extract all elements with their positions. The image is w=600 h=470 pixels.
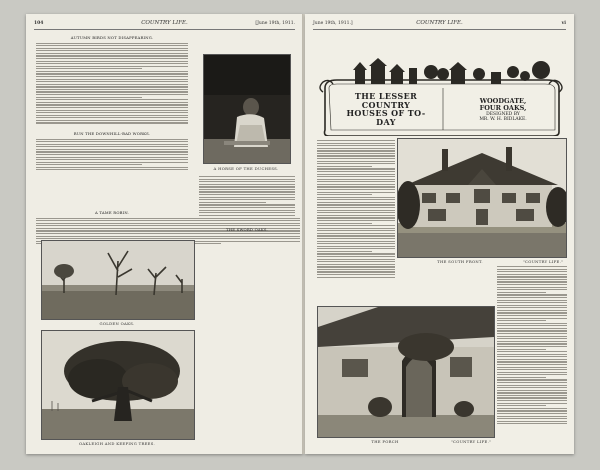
text-line <box>199 179 295 180</box>
right-page-header <box>313 20 566 30</box>
text-line <box>199 194 295 195</box>
text-line <box>497 330 567 331</box>
text-line <box>317 210 395 211</box>
text-line <box>497 359 567 360</box>
text-line <box>199 212 295 213</box>
text-line <box>199 176 295 177</box>
photo-landscape <box>41 240 195 320</box>
text-line <box>317 158 395 159</box>
text-line <box>497 320 546 321</box>
text-line <box>36 157 188 158</box>
text-line <box>317 199 395 200</box>
text-line <box>36 120 188 121</box>
text-line <box>497 341 567 342</box>
text-line <box>497 403 567 404</box>
text-line <box>36 50 188 51</box>
text-line <box>497 287 567 288</box>
text-line <box>497 390 567 391</box>
text-line <box>317 197 395 198</box>
text-line <box>317 143 395 144</box>
text-line <box>317 241 395 242</box>
text-line <box>497 269 567 270</box>
text-line <box>317 223 372 224</box>
designed-by-label: DESIGNED BY <box>486 112 520 117</box>
text-line <box>36 73 188 74</box>
section-heading: AUTUMN BIRDS NOT DISAPPEARING. <box>70 36 154 40</box>
text-line <box>497 318 567 319</box>
left-text-column-2 <box>36 130 188 170</box>
text-line <box>36 79 188 80</box>
text-line <box>199 181 295 182</box>
text-line <box>317 194 372 195</box>
text-line <box>497 367 567 368</box>
text-line <box>36 162 188 163</box>
text-line <box>497 421 567 422</box>
text-line <box>36 146 188 147</box>
text-line <box>199 184 295 185</box>
text-line <box>36 43 188 44</box>
left-right-text-column <box>199 176 295 444</box>
text-line <box>317 259 395 260</box>
text-line <box>317 253 395 254</box>
running-title: COUNTRY LIFE. <box>416 20 463 26</box>
issue-date: [June 19th, 1911. <box>255 21 295 26</box>
text-line <box>497 333 567 334</box>
text-line <box>36 159 188 160</box>
text-line <box>497 325 567 326</box>
text-line <box>317 220 395 221</box>
text-line <box>317 174 395 175</box>
photo-horse <box>203 54 291 164</box>
text-line <box>497 328 567 329</box>
text-line <box>497 408 567 409</box>
text-line <box>497 279 567 280</box>
text-line <box>497 364 567 365</box>
right-column-heading <box>199 226 295 234</box>
text-line <box>317 166 372 167</box>
text-line <box>317 168 395 169</box>
text-line <box>497 392 567 393</box>
text-line <box>497 356 567 357</box>
text-line <box>497 302 567 303</box>
article-subtitle-block <box>459 98 547 122</box>
text-line <box>317 233 395 234</box>
text-line <box>317 207 395 208</box>
text-line <box>36 149 188 150</box>
text-line <box>497 379 567 380</box>
text-line <box>317 235 395 236</box>
text-line <box>199 199 295 200</box>
text-line <box>497 292 546 293</box>
text-line <box>36 48 188 49</box>
text-line <box>497 382 567 383</box>
page-number: 104 <box>34 21 44 26</box>
text-line <box>36 89 188 90</box>
text-line <box>317 189 395 190</box>
architect-name: MR. W. H. BIDLAKE. <box>479 117 527 122</box>
left-magazine-page <box>26 14 303 454</box>
article-banner <box>319 58 563 136</box>
text-line <box>199 186 295 187</box>
text-line <box>317 186 395 187</box>
text-line <box>199 207 295 208</box>
house-name: WOODGATE, <box>479 97 527 105</box>
text-line <box>497 423 567 424</box>
text-line <box>36 97 142 98</box>
text-line <box>36 154 188 155</box>
text-line <box>317 217 395 218</box>
text-line <box>317 243 395 244</box>
text-line <box>36 164 142 165</box>
text-line <box>317 230 395 231</box>
text-line <box>497 369 567 370</box>
text-line <box>497 410 567 411</box>
text-line <box>317 246 395 247</box>
text-line <box>317 155 395 156</box>
text-line <box>317 181 395 182</box>
right-text-column-3 <box>317 268 493 302</box>
text-line <box>497 418 567 419</box>
text-line <box>497 274 567 275</box>
text-line <box>36 76 188 77</box>
text-line <box>497 377 546 378</box>
text-line <box>36 58 188 59</box>
text-line <box>497 385 567 386</box>
text-line <box>36 99 188 100</box>
text-line <box>317 228 395 229</box>
text-line <box>36 53 188 54</box>
text-line <box>317 161 395 162</box>
photo-oak-tree <box>41 330 195 440</box>
text-line <box>36 45 188 46</box>
text-line <box>497 338 567 339</box>
text-line <box>317 153 395 154</box>
issue-date: June 19th, 1911.] <box>313 21 353 26</box>
text-line <box>36 167 188 168</box>
text-line <box>36 91 188 92</box>
text-line <box>36 66 188 67</box>
text-line <box>317 202 395 203</box>
text-line <box>36 144 188 145</box>
text-line <box>497 297 567 298</box>
text-line <box>36 55 188 56</box>
section-heading: RUN THE DOWNHILL-BAD WORKS. <box>73 132 151 136</box>
text-line <box>36 61 188 62</box>
text-line <box>36 110 188 111</box>
photo-credit: "COUNTRY LIFE." <box>523 259 564 264</box>
text-line <box>497 294 567 295</box>
text-line <box>36 86 188 87</box>
photo-caption: A HORSE OF THE DUCHESS. <box>213 166 279 171</box>
text-line <box>497 312 567 313</box>
text-line <box>497 284 567 285</box>
text-line <box>317 215 395 216</box>
text-line <box>497 413 567 414</box>
text-line <box>199 189 295 190</box>
photo-caption: THE PORCH <box>371 439 399 444</box>
text-line <box>317 204 395 205</box>
text-line <box>497 395 567 396</box>
text-line <box>36 104 188 105</box>
text-line <box>317 171 395 172</box>
left-page-header <box>34 20 295 30</box>
text-line <box>36 107 188 108</box>
text-line <box>36 122 188 123</box>
text-line <box>497 289 567 290</box>
text-line <box>317 238 395 239</box>
right-magazine-page <box>305 14 574 454</box>
section-heading: THE SWORD OAKS. <box>226 228 268 232</box>
text-line <box>317 163 395 164</box>
text-line <box>497 315 567 316</box>
text-line <box>497 361 567 362</box>
text-line <box>497 336 567 337</box>
text-line <box>36 68 142 69</box>
text-line <box>497 372 567 373</box>
text-line <box>497 307 567 308</box>
text-line <box>199 197 295 198</box>
photo-caption: GOLDEN OAKS. <box>99 321 135 326</box>
text-line <box>497 300 567 301</box>
text-line <box>36 139 188 140</box>
photo-caption: THE SOUTH FRONT. <box>437 259 483 264</box>
text-line <box>497 305 567 306</box>
text-line <box>317 212 395 213</box>
text-line <box>199 204 295 205</box>
text-line <box>317 148 395 149</box>
text-line <box>199 215 295 216</box>
text-line <box>497 323 567 324</box>
text-line <box>317 150 395 151</box>
text-line <box>497 349 546 350</box>
text-line <box>317 256 395 257</box>
text-line <box>317 264 395 265</box>
text-line <box>36 84 188 85</box>
text-line <box>497 400 567 401</box>
text-line <box>497 397 567 398</box>
text-line <box>497 343 567 344</box>
text-line <box>36 141 188 142</box>
text-line <box>36 102 188 103</box>
text-line <box>497 271 567 272</box>
house-location: FOUR OAKS, <box>479 104 527 112</box>
right-text-column-2 <box>497 266 567 446</box>
text-line <box>317 145 395 146</box>
text-line <box>497 354 567 355</box>
text-line <box>317 225 395 226</box>
text-line <box>36 112 188 113</box>
text-line <box>497 416 567 417</box>
page-number: vi <box>561 21 566 26</box>
text-line <box>36 71 188 72</box>
photo-caption: OAKLEIGH AND KEEPING TREES. <box>78 441 156 446</box>
text-line <box>317 179 395 180</box>
text-line <box>497 281 567 282</box>
photo-credit: "COUNTRY LIFE." <box>451 439 492 444</box>
text-line <box>497 346 567 347</box>
text-line <box>497 405 546 406</box>
text-line <box>497 351 567 352</box>
text-line <box>36 151 188 152</box>
text-line <box>497 276 567 277</box>
text-line <box>199 202 266 203</box>
text-line <box>317 140 395 141</box>
text-line <box>317 192 395 193</box>
text-line <box>317 248 395 249</box>
running-title: COUNTRY LIFE. <box>141 20 188 26</box>
text-line <box>497 374 567 375</box>
text-line <box>36 115 188 116</box>
photo-porch <box>317 306 495 438</box>
text-line <box>317 176 395 177</box>
text-line <box>317 261 395 262</box>
article-title: THE LESSER COUNTRY HOUSES OF TO-DAY <box>346 91 426 127</box>
text-line <box>497 387 567 388</box>
text-line <box>317 184 395 185</box>
photo-south-front <box>397 138 567 258</box>
section-heading: A TAME ROBIN. <box>94 211 130 215</box>
text-line <box>36 169 188 170</box>
text-line <box>199 210 295 211</box>
text-line <box>497 310 567 311</box>
text-line <box>36 94 188 95</box>
text-line <box>36 81 188 82</box>
text-line <box>199 191 295 192</box>
text-line <box>317 251 372 252</box>
text-line <box>36 117 188 118</box>
text-line <box>36 63 188 64</box>
text-line <box>497 266 567 267</box>
